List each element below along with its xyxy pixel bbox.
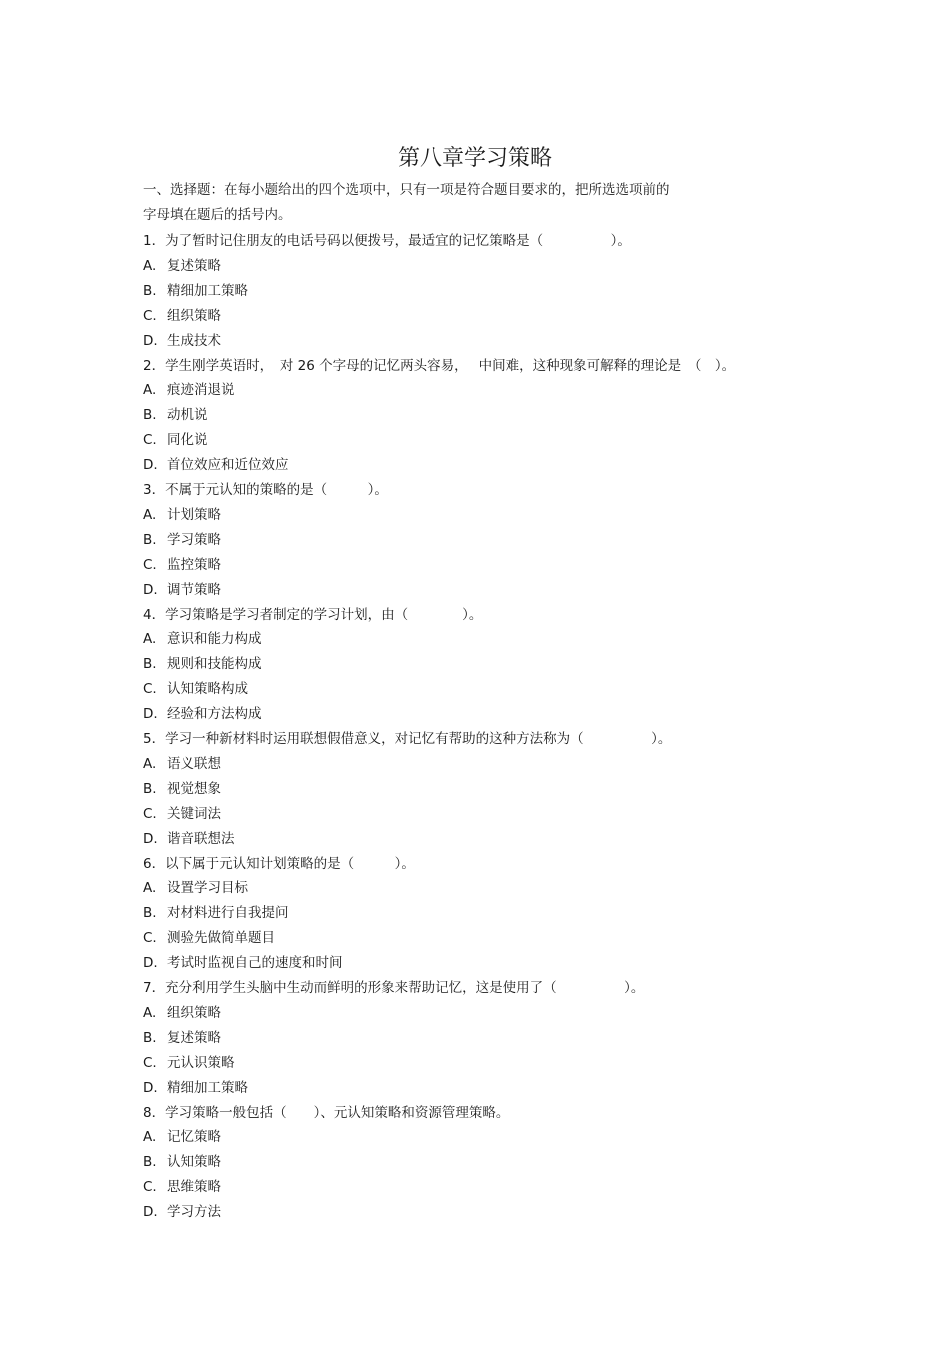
option-text: 组织策略 [167, 307, 221, 324]
option-text: 痕迹消退说 [167, 382, 235, 399]
option-letter: A. [143, 257, 157, 274]
answer-option [143, 929, 275, 947]
option-text: 精细加工策略 [167, 282, 248, 299]
answer-option [143, 954, 343, 972]
option-letter: C. [143, 681, 157, 698]
answer-option [143, 1004, 221, 1022]
option-letter: C. [143, 432, 157, 449]
option-letter: D. [143, 955, 158, 972]
option-letter: C. [143, 805, 157, 822]
option-text: 复述策略 [167, 1029, 221, 1046]
option-letter: A. [143, 1004, 157, 1021]
answer-option [143, 1203, 221, 1221]
answer-option [143, 904, 289, 922]
option-letter: A. [143, 1129, 157, 1146]
answer-option [143, 1054, 235, 1072]
option-text: 意识和能力构成 [167, 631, 262, 648]
option-letter: A. [143, 755, 157, 772]
option-letter: B. [143, 1029, 157, 1046]
option-text: 监控策略 [167, 556, 221, 573]
option-text: 动机说 [167, 407, 208, 424]
option-text: 思维策略 [167, 1179, 221, 1196]
option-text: 复述策略 [167, 257, 221, 274]
option-text: 学习方法 [167, 1204, 221, 1221]
option-text: 关键词法 [167, 805, 221, 822]
instructions-line-2: 字母填在题后的括号内。 [143, 207, 292, 223]
option-text: 计划策略 [167, 506, 221, 523]
option-text: 考试时监视自己的速度和时间 [167, 955, 343, 972]
answer-option [143, 1079, 248, 1097]
option-text: 组织策略 [167, 1004, 221, 1021]
option-letter: B. [143, 407, 157, 424]
instructions-line-1: 一、选择题：在每小题给出的四个选项中，只有一项是符合题目要求的，把所选选项前的 [143, 182, 670, 198]
option-letter: D. [143, 457, 158, 474]
option-letter: A. [143, 631, 157, 648]
answer-option [143, 531, 221, 549]
question-stem: 8．学习策略一般包括（ ）、元认知策略和资源管理策略。 [143, 1104, 510, 1121]
option-text: 谐音联想法 [167, 830, 235, 847]
option-letter: C. [143, 1054, 157, 1071]
answer-option [143, 655, 262, 673]
answer-option [143, 506, 221, 524]
answer-option [143, 381, 235, 399]
answer-option [143, 332, 221, 350]
answer-option [143, 257, 221, 275]
option-letter: D. [143, 1204, 158, 1221]
option-text: 首位效应和近位效应 [167, 457, 289, 474]
option-text: 认知策略 [167, 1154, 221, 1171]
answer-option [143, 1029, 221, 1047]
answer-option [143, 830, 235, 848]
option-letter: B. [143, 531, 157, 548]
question-stem: 1．为了暂时记住朋友的电话号码以便拨号，最适宜的记忆策略是（ ）。 [143, 233, 631, 249]
option-text: 设置学习目标 [167, 880, 248, 897]
option-text: 精细加工策略 [167, 1079, 248, 1096]
option-text: 测验先做简单题目 [167, 930, 275, 947]
answer-option [143, 780, 221, 798]
answer-option [143, 556, 221, 574]
answer-option [143, 630, 262, 648]
option-text: 规则和技能构成 [167, 656, 262, 673]
option-text: 经验和方法构成 [167, 706, 262, 723]
option-text: 学习策略 [167, 531, 221, 548]
option-text: 对材料进行自我提问 [167, 905, 289, 922]
answer-option [143, 805, 221, 823]
option-text: 生成技术 [167, 332, 221, 349]
option-letter: D. [143, 706, 158, 723]
answer-option [143, 282, 248, 300]
option-letter: D. [143, 581, 158, 598]
answer-option [143, 705, 262, 723]
answer-option [143, 307, 221, 325]
option-text: 同化说 [167, 432, 208, 449]
answer-option [143, 406, 208, 424]
option-text: 记忆策略 [167, 1129, 221, 1146]
page-title: 第八章学习策略 [397, 146, 552, 171]
option-letter: B. [143, 780, 157, 797]
answer-option [143, 581, 221, 599]
question-stem: 4．学习策略是学习者制定的学习计划，由（ ）。 [143, 606, 483, 623]
question-stem: 6．以下属于元认知计划策略的是（ ）。 [143, 855, 415, 872]
question-stem: 3．不属于元认知的策略的是（ ）。 [143, 482, 388, 498]
option-letter: C. [143, 556, 157, 573]
option-letter: C. [143, 307, 157, 324]
answer-option [143, 879, 248, 897]
question-stem: 5．学习一种新材料时运用联想假借意义，对记忆有帮助的这种方法称为（ ）。 [143, 731, 672, 747]
option-letter: C. [143, 930, 157, 947]
option-letter: A. [143, 506, 157, 523]
answer-option [143, 680, 248, 698]
answer-option [143, 1178, 221, 1196]
option-text: 视觉想象 [167, 780, 221, 797]
option-letter: C. [143, 1179, 157, 1196]
answer-option [143, 431, 208, 449]
option-letter: A. [143, 880, 157, 897]
option-letter: D. [143, 332, 158, 349]
option-letter: B. [143, 1154, 157, 1171]
option-text: 调节策略 [167, 581, 221, 598]
answer-option [143, 456, 289, 474]
option-letter: A. [143, 382, 157, 399]
answer-option [143, 755, 221, 773]
option-letter: B. [143, 282, 157, 299]
question-stem: 2．学生刚学英语时， 对 26 个字母的记忆两头容易， 中间难，这种现象可解释的理论是 （ ）。 [143, 357, 736, 374]
option-letter: B. [143, 656, 157, 673]
question-stem: 7．充分利用学生头脑中生动而鲜明的形象来帮助记忆，这是使用了（ ）。 [143, 980, 645, 996]
option-letter: D. [143, 1079, 158, 1096]
option-text: 语义联想 [167, 755, 221, 772]
option-letter: D. [143, 830, 158, 847]
option-text: 认知策略构成 [167, 681, 248, 698]
option-letter: B. [143, 905, 157, 922]
option-text: 元认识策略 [167, 1054, 235, 1071]
answer-option [143, 1128, 221, 1146]
answer-option [143, 1153, 221, 1171]
